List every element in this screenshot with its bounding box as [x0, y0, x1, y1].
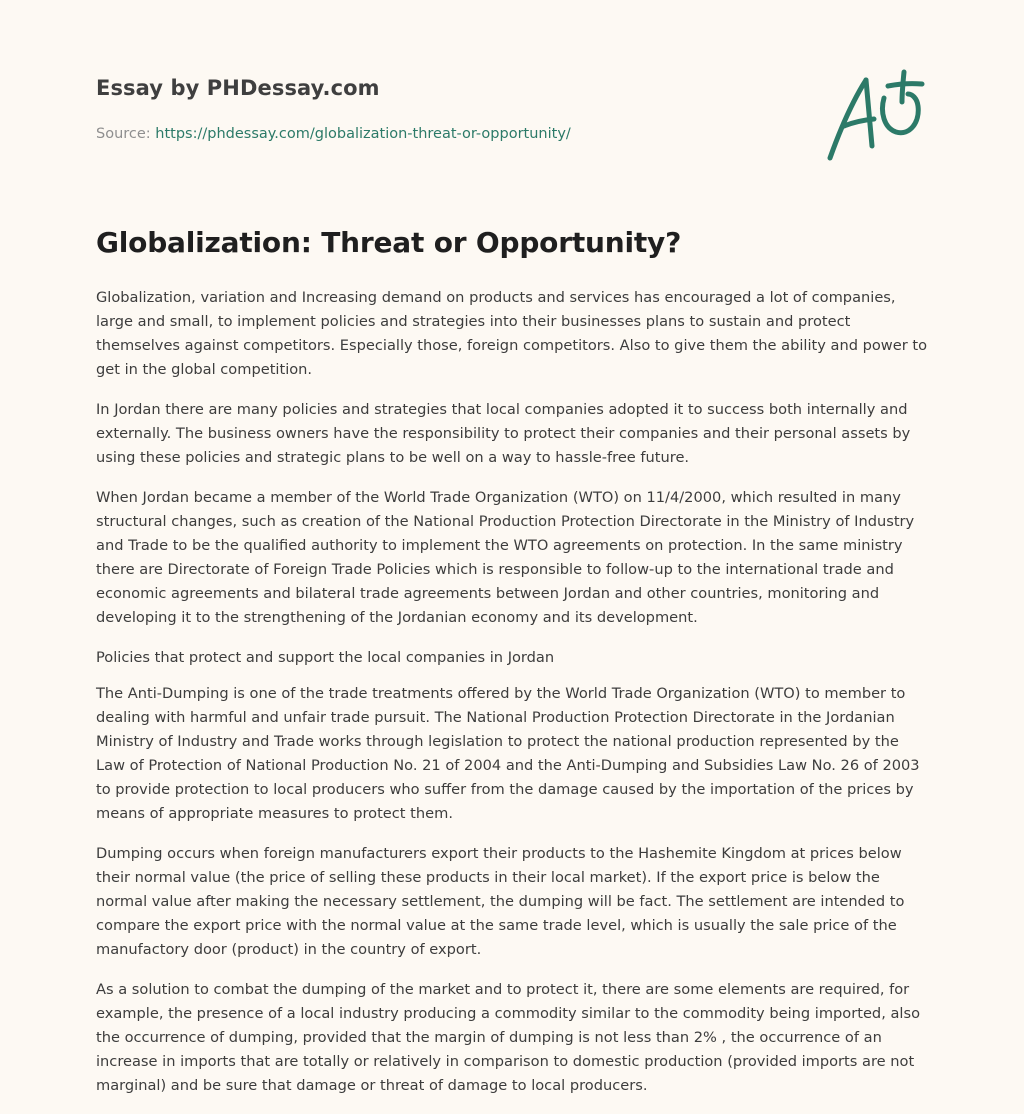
- source-link[interactable]: https://phdessay.com/globalization-threat-or-opportunity/: [155, 126, 571, 142]
- article-title: Globalization: Threat or Opportunity?: [96, 226, 682, 259]
- page-header: [96, 76, 796, 142]
- article-body: [96, 286, 932, 1114]
- paragraph: In Jordan there are many policies and strategies that local companies adopted it to success both internally and externally. The business owners have the responsibility to protect their companies and their personal assets by using these policies and strategic plans to be well on a way to hassle-free future.: [96, 401, 911, 466]
- paragraph: As a solution to combat the dumping of the market and to protect it, there are some elements are required, for example, the presence of a local industry producing a commodity similar to the commodity being imported, also the occurrence of dumping, provided that the margin of dumping is not less than 2% , the occurrence of an increase in imports that are totally or relatively in comparison to domestic production (provided imports are not marginal) and be sure that damage or threat of damage to local producers.: [96, 981, 921, 1094]
- a-plus-grade-icon: [822, 68, 926, 164]
- paragraph: When Jordan became a member of the World Trade Organization (WTO) on 11/4/2000, which resulted in many structural changes, such as creation of the National Production Protection Directorate in the Ministry of Industry and Trade to be the qualified authority to implement the WTO agreements on protection. In the same ministry there are Directorate of Foreign Trade Policies which is responsible to follow-up to the international trade and economic agreements and bilateral trade agreements between Jordan and other countries, monitoring and developing it to the strengthening of the Jordanian economy and its development.: [96, 489, 915, 626]
- source-label: Source:: [96, 126, 151, 142]
- paragraph: Globalization, variation and Increasing demand on products and services has encouraged a lot of companies, large and small, to implement policies and strategies into their businesses plans to sustain and protect themselves against competitors. Especially those, foreign competitors. Also to give them the ability and power to get in the global competition.: [96, 289, 928, 378]
- paragraph: Dumping occurs when foreign manufacturers export their products to the Hashemite Kingdom at prices below their normal value (the price of selling these products in their local market). If the export price is below the normal value after making the necessary settlement, the dumping will be fact. The settlement are intended to compare the export price with the normal value at the same trade level, which is usually the sale price of the manufactory door (product) in the country of export.: [96, 845, 905, 958]
- site-brand: Essay by PHDessay.com: [96, 76, 380, 100]
- paragraph: The Anti-Dumping is one of the trade treatments offered by the World Trade Organization (WTO) to member to dealing with harmful and unfair trade pursuit. The National Production Protection Directorate in the Jordanian Ministry of Industry and Trade works through legislation to protect the national production represented by the Law of Protection of National Production No. 21 of 2004 and the Anti-Dumping and Subsidies Law No. 26 of 2003 to provide protection to local producers who suffer from the damage caused by the importation of the prices by means of appropriate measures to protect them.: [96, 685, 920, 822]
- source-line: [96, 126, 796, 142]
- section-heading: Policies that protect and support the local companies in Jordan: [96, 649, 555, 666]
